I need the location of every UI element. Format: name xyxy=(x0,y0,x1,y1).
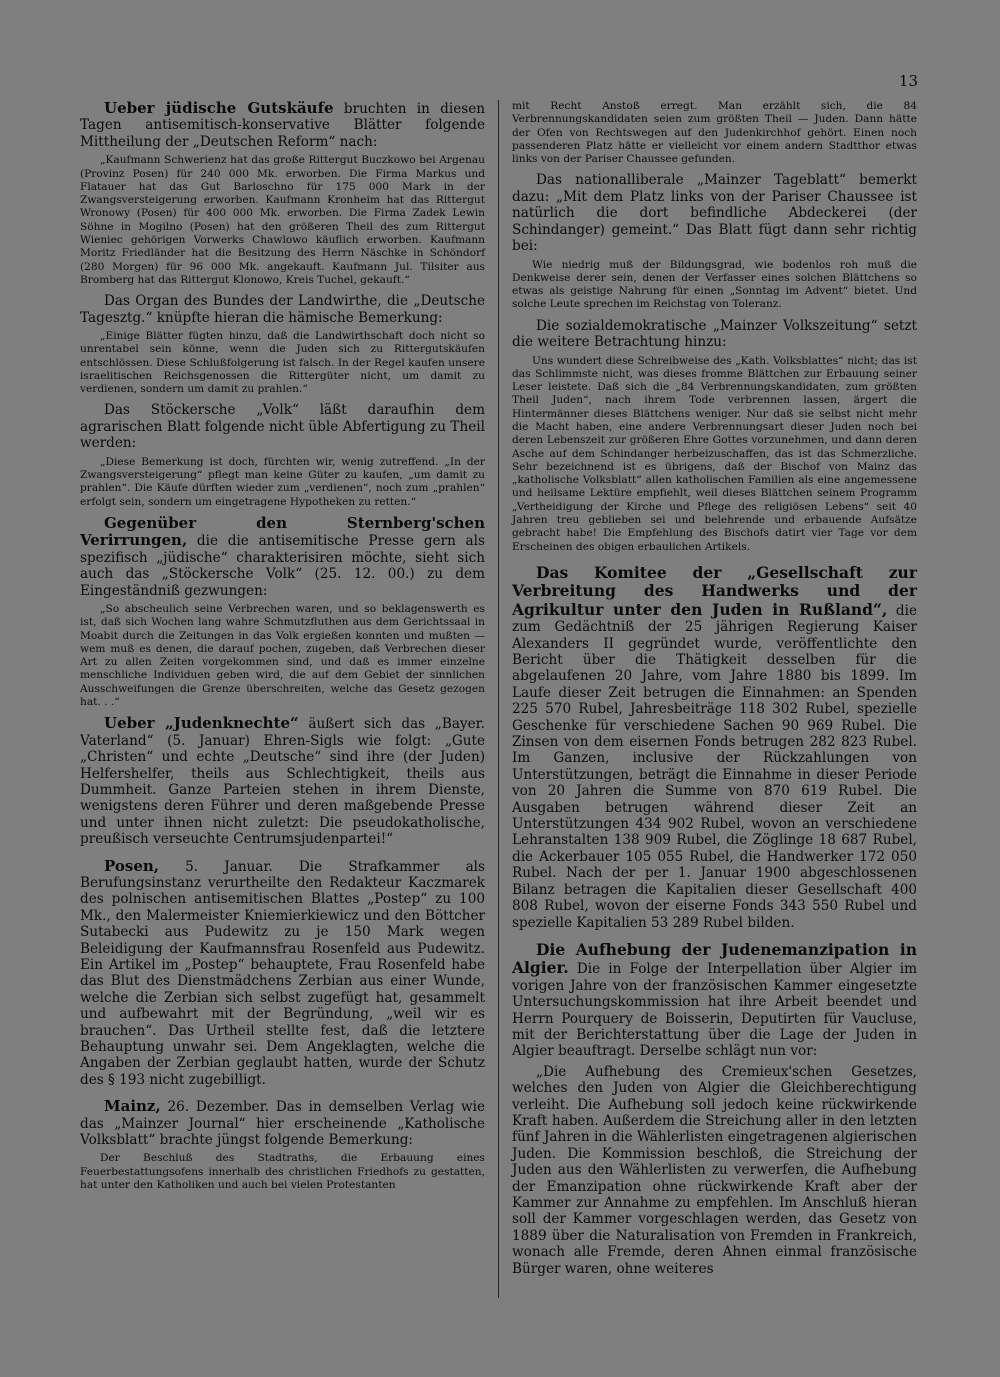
quote-block: Der Beschluß des Stadtraths, die Erbauung eines Feuerbestattungsofens innerhalb des christlichen Friedhofs zu gestatten, hat unter den Katholiken und auch bei vielen Protestanten xyxy=(80,1152,485,1192)
paragraph: Das Organ des Bundes der Landwirthe, die „Deutsche Tagesztg.“ knüpfte hieran die hämische Bemerkung: xyxy=(80,293,485,326)
left-column xyxy=(80,100,485,1198)
article-heading: Ueber jüdische Gutskäufe xyxy=(104,99,334,117)
article-heading: Gegenüber den Sternberg'schen Verirrungen, xyxy=(80,513,485,550)
paragraph: Das Stöckersche „Volk“ läßt daraufhin dem agrarischen Blatt folgende nicht üble Abfertigung zu Theil werden: xyxy=(80,402,485,452)
quote-block: Wie niedrig muß der Bildungsgrad, wie bodenlos roh muß die Denkweise derer sein, denen der Verfasser eines solchen Blättchens so etwas als geistige Nahrung für einen „Sonntag im Advent“ bietet. Und solche Leute sprechen im Reichstag von Toleranz. xyxy=(512,258,917,311)
quote-block: „So abscheulich seine Verbrechen waren, und so beklagenswerth es ist, daß sich Wochen lang wahre Schmutzfluthen aus dem Gerichtssaal in Moabit durch die Zeitungen in das Volk ergießen konnten und mußten — wem muß es denen, die darauf pochen, zugeben, daß Verbrechen dieser Art zu allen Zeiten vorgekommen sind, und daß es immer einzelne menschliche Individuen geben wird, die auf dem Gebiet der sinnlichen Ausschweifungen die Grenze überschreiten, welche das Gesetz gezogen hat. . .“ xyxy=(80,602,485,708)
quote-block: Uns wundert diese Schreibweise des „Kath. Volksblattes“ nicht; das ist das Schlimmste nicht, was dieses fromme Blättchen zur Erbauung seiner Leser leistete. Daß sich die „84 Verbrennungskandidaten, zum größten Theil Juden“, nach ihrem Tode verbrennen lassen, ärgert die Hintermänner dieses Blättchens weniger. Nur daß sie selbst nicht mehr die Macht haben, eine andere Verbrennungsart dieser Juden noch bei deren Lebenszeit zur größeren Ehre Gottes vorzunehmen, und dann deren Asche auf dem Schindanger herbeizuschaffen, das ist das Schmerzliche. Sehr bezeichnend ist es übrigens, daß der Bischof von Mainz das „katholische Volksblatt“ allen katholischen Familien als eine angemessene und heilsame Lektüre empfiehlt, weil dieses Blättchen seinem Programm „Vertheidigung der Kirche und Pflege des religiösen Lebens“ seit 40 Jahren treu geblieben sei und belehrende und erbauende Aufsätze gebracht habe! Die Empfehlung des Bischofs datirt vier Tage vor dem Erscheinen des obigen erbaulichen Artikels. xyxy=(512,354,917,553)
page-number: 13 xyxy=(898,72,918,90)
quote-block: „Die Aufhebung des Cremieux'schen Gesetzes, welches den Juden von Algier die Gleichberechtigung verleiht. Die Aufhebung soll jedoch keine rückwirkende Kraft haben. Außerdem die Streichung aller in den letzten fünf Jahren in die Wählerlisten eingetragenen algierischen Juden. Die Kommission beschloß, die Streichung der Juden aus den Wählerlisten zu verwerfen, die Aufhebung der Emanzipation ohne rückwirkende Kraft aber der Kammer zur Annahme zu empfehlen. Im Anschluß hieran soll der Kammer vorgeschlagen werden, das Gesetz von 1889 über die Naturalisation von Fremden in Frankreich, wonach alle Fremde, deren Ahnen einmal französische Bürger waren, ohne weiteres xyxy=(512,1063,917,1277)
article-body: Die in Folge der Interpellation über Algier im vorigen Jahre von der französischen Kammer eingesetzte Untersuchungskommission hat ihre Arbeit beendet und Herrn Pourquery de Boisserin, Deputirten für Vaucluse, mit der Berichterstattung über die Lage der Juden in Algier beauftragt. Derselbe schlägt nun vor: xyxy=(512,961,917,1060)
article-judenknechte xyxy=(80,715,485,847)
article-body: 5. Januar. Die Strafkammer als Berufungsinstanz verurtheilte den Redakteur Kaczmarek des polnischen antisemitischen Blattes „Postep“ zu 100 Mk., den Malermeister Kniemierkiewicz und den Böttcher Sutabecki aus Pudewitz zu je 150 Mark wegen Beleidigung der Kaufmannsfrau Rosenfeld aus Pudewitz. Ein Artikel im „Postep“ behauptete, Frau Rosenfeld habe das Blut des Dienstmädchens Zerbian aus einer Wunde, welche die Zerbian sich selbst zugefügt hat, gesammelt und aufbewahrt mit der Begründung, „weil wir es brauchen“. Das Urtheil stellte fest, daß die letztere Behauptung unwahr sei. Dem Angeklagten, welche die Angaben der Zerbian geglaubt hatten, wurde der Schutz des § 193 nicht zugebilligt. xyxy=(80,858,485,1088)
article-body: die zum Gedächtniß der 25 jährigen Regierung Kaiser Alexanders II gegründet wurde, veröffentlichte den Bericht über die Thätigkeit desselben für die abgelaufenen 20 Jahre, vom Jahre 1880 bis 1899. Im Laufe dieser Zeit betrugen die Einnahmen: an Spenden 225 570 Rubel, Jahresbeiträge 118 302 Rubel, spezielle Geschenke für verschiedene Sachen 90 969 Rubel. Die Zinsen von dem eisernen Fonds betrugen 282 823 Rubel. Im Ganzen, inclusive der Rückzahlungen von Unterstützungen, beträgt die Einnahme in dieser Periode von 20 Jahren die Summe von 870 619 Rubel. Die Ausgaben betrugen während dieser Zeit an Unterstützungen 434 902 Rubel, wovon an verschiedene Lehranstalten 138 909 Rubel, die Zöglinge 18 687 Rubel, die Ackerbauer 105 055 Rubel, die Handwerker 172 050 Rubel. Nach der per 1. Januar 1900 abgeschlossenen Bilanz betragen die Kapitalien dieser Gesellschaft 400 808 Rubel, wovon der eiserne Fonds 343 550 Rubel und spezielle Kapitalien 53 289 Rubel bilden. xyxy=(512,602,918,931)
quote-block: „Diese Bemerkung ist doch, fürchten wir, wenig zutreffend. „In der Zwangsversteigerung“ pflegt man keine Güter zu kaufen, „um damit zu prahlen“. Die Käufe dürften wieder zum „verdienen“, noch zum „prahlen“ erfolgt sein, sondern um eingetragene Hypotheken zu retten.“ xyxy=(80,455,485,508)
column-rule xyxy=(498,100,499,1298)
article-heading: Mainz, xyxy=(104,1097,161,1116)
paragraph: Die sozialdemokratische „Mainzer Volkszeitung“ setzt die weitere Betrachtung hinzu: xyxy=(512,317,917,351)
article-komitee xyxy=(512,564,917,931)
article-heading: Die Aufhebung der Judenemanzipation in Algier. xyxy=(512,939,917,978)
article-body: äußert sich das „Bayer. Vaterland“ (5. Januar) Ehren-Sigls wie folgt: „Gute „Christen“ und echte „Deutsche“ sind ihre (der Juden) Helfershelfer, theils aus Schlechtigkeit, theils aus Dummheit. Ganze Parteien stehen in ihrem Dienste, wenigstens deren Führer und deren maßgebende Presse und unter ihnen nicht zuletzt: Die pseudokatholische, preußisch verseuchte Centrumsjudenpartei!“ xyxy=(80,716,485,848)
quote-block: mit Recht Anstoß erregt. Man erzählt sich, die 84 Verbrennungskandidaten seien zum größten Theil — Juden. Dann hätte der Ofen von Rechtswegen auf den Judenkirchhof gehört. Einen noch passenderen Platz hätte er vielleicht vor einem andern Stadtthor etwas links von der Pariser Chaussee gefunden. xyxy=(512,100,917,166)
paragraph: Das nationalliberale „Mainzer Tageblatt“ bemerkt dazu: „Mit dem Platz links von der Pariser Chaussee ist natürlich die dort befindliche Abdeckerei (der Schindanger) gemeint.“ Das Blatt fügt dann sehr richtig bei: xyxy=(512,172,917,255)
article-heading: Das Komitee der „Gesellschaft zur Verbreitung des Handwerks und der Agrikultur unter den Juden in Rußland“, xyxy=(512,562,917,619)
article-lead: die die antisemitische Presse gern als spezifisch „jüdische“ charakterisiren möchte, sieht sich auch das „Stöckersche Volk“ (25. 12. 00.) zu dem Eingeständniß gezwungen: xyxy=(80,533,485,599)
article-lead: bruchten in diesen Tagen antisemitisch-konservative Blätter folgende Mittheilung der „Deutschen Reform“ nach: xyxy=(80,101,486,150)
article-sternberg xyxy=(80,515,485,599)
article-heading: Ueber „Judenknechte“ xyxy=(104,714,299,733)
article-heading: Posen, xyxy=(104,856,159,875)
article-algier xyxy=(512,941,917,1060)
quote-block: „Kaufmann Schwerienz hat das große Rittergut Buczkowo bei Argenau (Provinz Posen) für 240 000 Mk. erworben. Die Firma Markus und Flatauer hat das Gut Barloschno für 175 000 Mark in der Zwangsversteigerung erworben. Kaufmann Kronheim hat das Rittergut Wronowy (Posen) für 400 000 Mk. erworben. Die Firma Zadek Lewin Söhne in Mogilno (Posen) hat den größeren Theil des zum Rittergut Wieniec gehörigen Vorwerks Chawlowo käuflich erworben. Kaufmann Moritz Friedländer hat die Besitzung des Herrn Näschke in Schöndorf (280 Morgen) für 96 000 Mk. angekauft. Kaufmann Jul. Tilsiter aus Bromberg hat das Rittergut Klonowo, Kreis Tuchel, gekauft.“ xyxy=(80,154,485,286)
article-posen xyxy=(80,858,485,1089)
right-column xyxy=(512,100,917,1277)
article-mainz xyxy=(80,1098,485,1148)
quote-block: „Einige Blätter fügten hinzu, daß die Landwirthschaft doch nicht so unrentabel sein könne, wenn die Juden sich zu Rittergutskäufen entschlössen. Diese Schlußfolgerung ist falsch. In der Regel kaufen unsere israelitischen Reichsgenossen die Rittergüter nicht, um damit zu verdienen, sondern um damit zu prahlen.“ xyxy=(80,330,485,396)
article-judische-gutskaufe xyxy=(80,100,485,150)
article-body: 26. Dezember. Das in demselben Verlag wie das „Mainzer Journal“ hier erscheinende „Katholische Volksblatt“ brachte jüngst folgende Bemerkung: xyxy=(80,1099,485,1149)
